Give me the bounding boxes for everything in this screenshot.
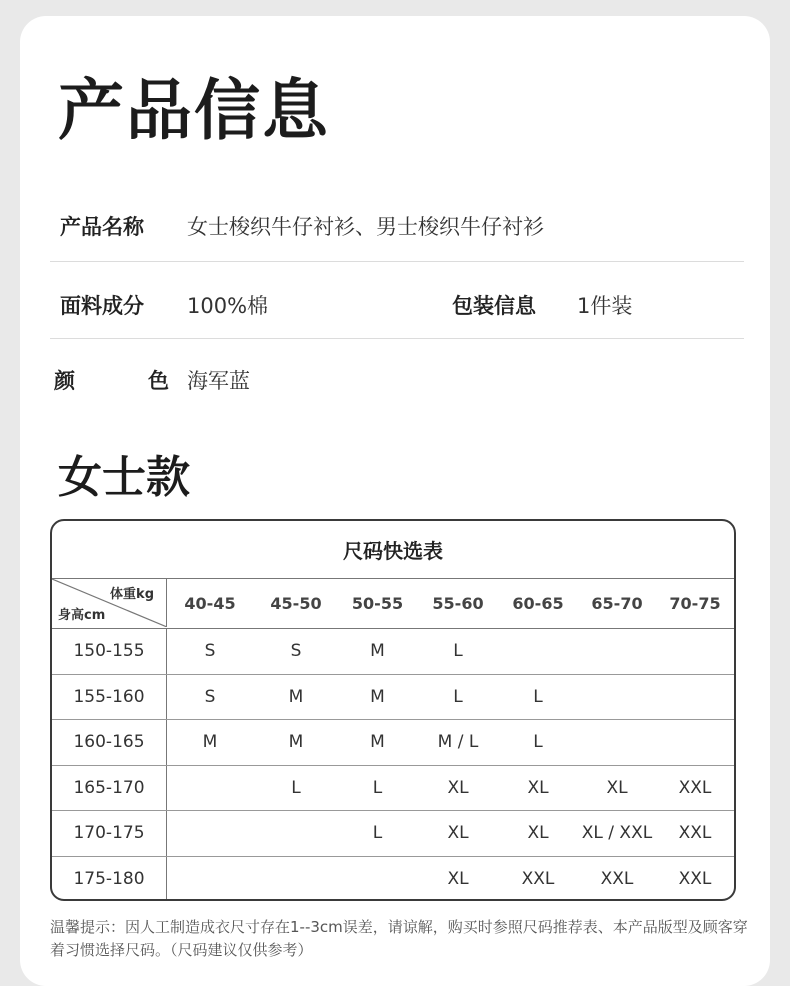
color-value: 海军蓝	[187, 369, 250, 393]
fabric-value: 100%棉	[187, 294, 269, 318]
corner-cell	[52, 579, 167, 627]
height-range-label: 160-165	[52, 720, 167, 765]
weight-column-header: 65-70	[591, 593, 643, 613]
size-cell: XL / XXL	[581, 823, 653, 844]
size-cell: S	[204, 641, 216, 662]
package-value: 1件装	[577, 294, 633, 318]
size-cell	[169, 857, 251, 902]
size-cell	[255, 811, 337, 856]
divider	[50, 338, 744, 339]
weight-column-header: 60-65	[512, 593, 564, 613]
size-cell: M	[202, 732, 218, 753]
section-title-womens: 女士款	[58, 452, 190, 503]
weight-column-header: 55-60	[432, 593, 484, 613]
table-row	[52, 720, 734, 766]
size-cell: S	[204, 686, 216, 707]
size-cell: XL	[447, 777, 469, 798]
divider	[50, 261, 744, 262]
size-cell	[578, 675, 656, 720]
size-cell: XL	[527, 823, 549, 844]
table-row	[52, 675, 734, 721]
size-cell	[578, 629, 656, 674]
size-cell: L	[533, 732, 543, 753]
size-cell: L	[533, 686, 543, 707]
package-label: 包装信息	[452, 294, 536, 318]
size-cell: L	[372, 777, 383, 798]
size-cell	[578, 720, 656, 765]
size-cell: L	[372, 823, 383, 844]
size-cell	[169, 766, 251, 811]
size-chart-header-row	[52, 579, 734, 629]
size-cell	[656, 720, 734, 765]
weight-column-header: 70-75	[669, 593, 721, 613]
height-axis-label: 身高cm	[58, 608, 106, 623]
height-range-label: 155-160	[52, 675, 167, 720]
size-cell: XL	[447, 869, 469, 890]
page-title: 产品信息	[58, 72, 330, 149]
height-range-label: 150-155	[52, 629, 167, 674]
size-chart-table	[50, 519, 736, 901]
size-cell: XL	[527, 777, 549, 798]
size-cell: XL	[447, 823, 469, 844]
size-chart-title: 尺码快选表	[52, 521, 734, 579]
weight-axis-label: 体重kg	[110, 587, 154, 602]
size-cell: M	[288, 732, 304, 753]
size-cell	[255, 857, 337, 902]
size-cell: L	[453, 641, 463, 662]
size-cell: M	[370, 686, 385, 707]
weight-column-header: 50-55	[351, 593, 404, 613]
size-cell	[498, 629, 578, 674]
size-cell: S	[290, 641, 302, 662]
sizing-note: 温馨提示：因人工制造成衣尺寸存在1--3cm误差，请谅解，购买时参照尺码推荐表、本产品版型及顾客穿着习惯选择尺码。（尺码建议仅供参考）	[50, 918, 748, 959]
weight-column-header: 45-50	[270, 593, 322, 613]
product-name-value: 女士梭织牛仔衬衫、男士梭织牛仔衬衫	[187, 215, 544, 239]
size-cell: XXL	[678, 823, 712, 844]
size-cell: M	[370, 732, 385, 753]
size-cell: XXL	[678, 777, 712, 798]
height-range-label: 165-170	[52, 766, 167, 811]
weight-column-header: 40-45	[184, 593, 236, 613]
product-name-label: 产品名称	[60, 215, 144, 239]
fabric-label: 面料成分	[60, 294, 144, 318]
size-cell: M / L	[437, 732, 479, 753]
color-label-part2: 色	[148, 369, 169, 393]
size-cell	[656, 629, 734, 674]
size-cell: L	[291, 777, 301, 798]
size-cell: M	[370, 641, 385, 662]
size-cell: L	[453, 686, 463, 707]
height-range-label: 170-175	[52, 811, 167, 856]
size-cell	[169, 811, 251, 856]
size-cell: M	[288, 686, 304, 707]
table-row	[52, 766, 734, 812]
height-range-label: 175-180	[52, 857, 167, 902]
size-cell: XXL	[678, 869, 712, 890]
table-row	[52, 857, 734, 902]
size-cell	[337, 857, 418, 902]
size-cell: XXL	[521, 869, 555, 890]
size-cell: XL	[606, 777, 628, 798]
table-row	[52, 629, 734, 675]
size-cell: XXL	[600, 869, 634, 890]
color-label-part1: 颜	[54, 369, 75, 393]
table-row	[52, 811, 734, 857]
size-cell	[656, 675, 734, 720]
